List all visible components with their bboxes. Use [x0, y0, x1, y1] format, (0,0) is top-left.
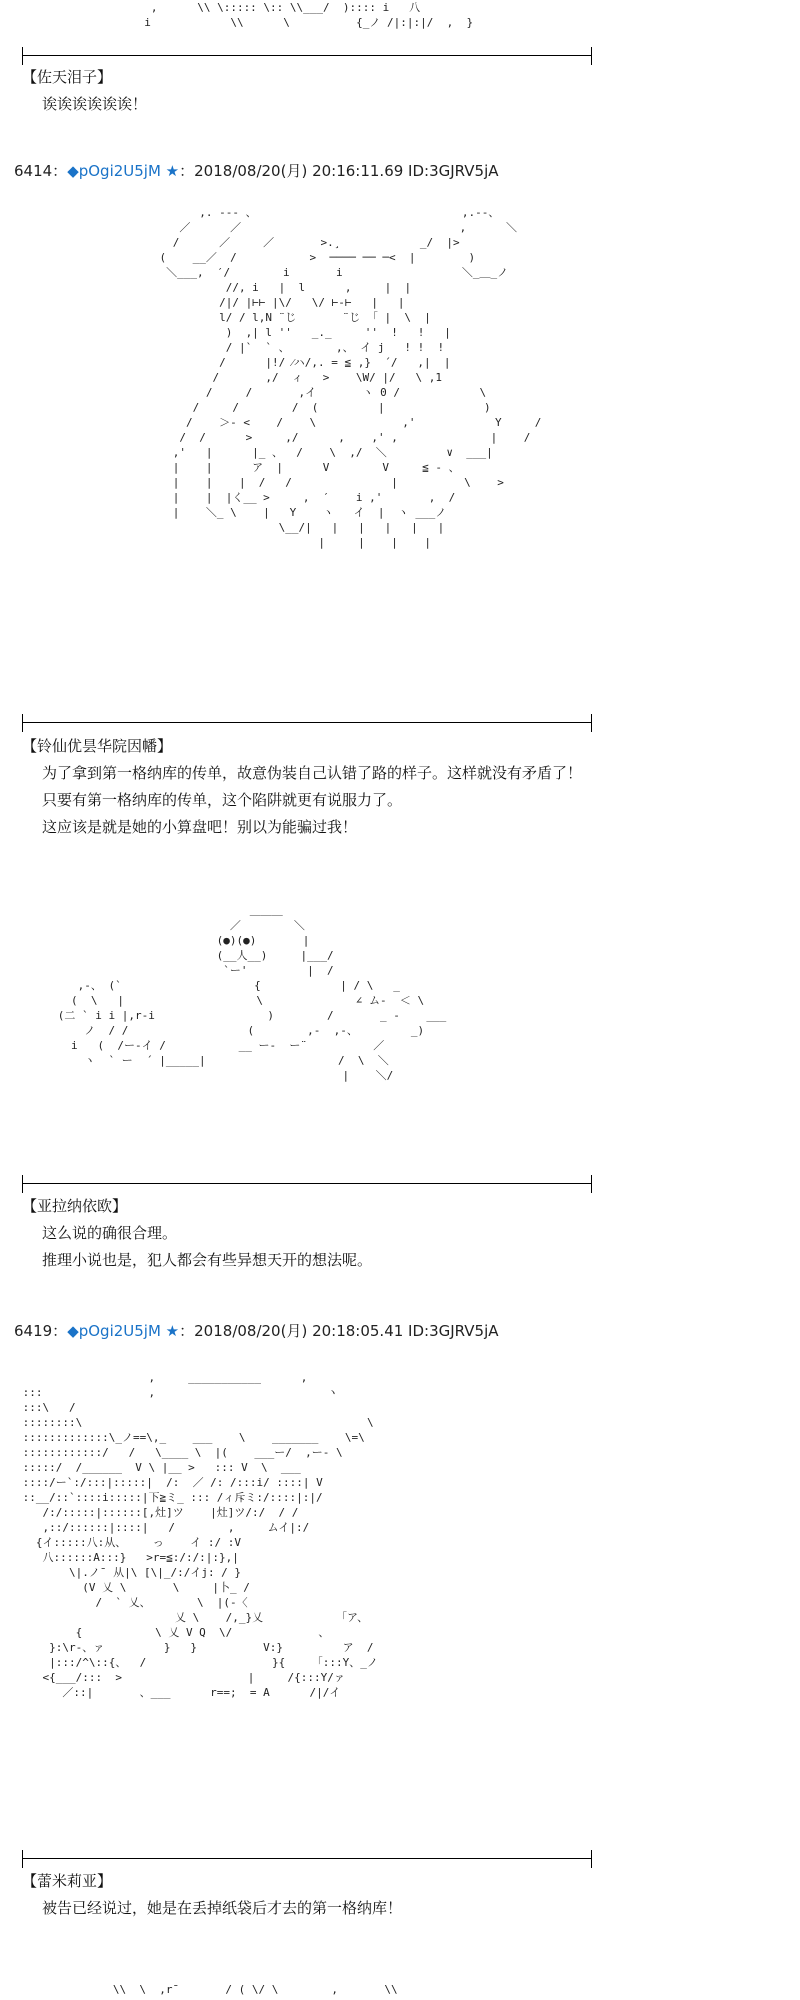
post-tripcode-link[interactable]: ◆pOgi2U5jM ★	[67, 162, 180, 180]
post-header	[14, 160, 499, 181]
separator-line	[22, 1858, 592, 1859]
separator-line	[22, 55, 592, 56]
speaker-name: 【蕾米莉亚】	[22, 1872, 113, 1890]
separator-line	[22, 1183, 592, 1184]
speaker-name: 【铃仙优昙华院因幡】	[22, 737, 173, 755]
post-tripcode-link[interactable]: ◆pOgi2U5jM ★	[67, 1322, 180, 1340]
post-header	[14, 1320, 499, 1341]
ascii-art-bottom: \\ \ ,r¯ / ( \/ \ , \\	[40, 1983, 398, 1996]
dialogue-line: 这应该是就是她的小算盘吧！别以为能骗过我！	[42, 818, 358, 836]
post-number: 6419：	[14, 1322, 68, 1340]
dialogue-line: 被告已经说过，她是在丢掉纸袋后才去的第一格纳库！	[42, 1899, 403, 1917]
post-meta: ：2018/08/20(月) 20:18:05.41 ID:3GJRV5jA	[179, 1322, 499, 1340]
post-number: 6414：	[14, 162, 68, 180]
separator-line	[22, 722, 592, 723]
ascii-art-remilia: , ___________ , ::: , ヽ :::\ / ::::::::\ \ :::::::::::::\_ノ==\,_ ___ \ _______ \=\ ::::::::::::/ / \____ \ |( ___ー/ ,ー‐ \ :::::/ /______ V \ |__ > ::: V \ ___ ::::/ー`:/:::|:::::| /: ／ /: /:::i/ ::::| V ::__/::`::::i:::::|下≧ミ_ ::: /ィ斥ミ:/::::|:|/ /:/:::::|::::::[,灶]ツ |灶]ツ/:/ / / ,::/::::::|::::| / , ムイ|:/ {イ:::::八:从、 っ イ :/ :V 八::::::A:::} >r=≦:/:/:|:},| \|.ノ¯ 从|\ [\|_/:/イj: / } (V 乂 \ \ |卜_ / / ` 乂、 \ |(-〈 乂 \ /,_}乂 「ア、 { \ 乂 V Q \/ 、 }:\r-、ァ } } V:} ア / |:::/^\::{、 / }{ 「:::Y、_ノ <{___/::: > | /{:::Y/ァ ／::| 、___ r==; = A /|/イ	[22, 1371, 378, 1699]
ascii-art-octopus: ＿＿＿ ／ ＼ (●)(●) | (__人__) |___/ `ー' | / ,-、 (` { | / \ _ ( \ | \ ∠ ム- ＜ \ (二 ` i i |,r-i ) / _ ‐ ___ ノ / / ( ,- ,-、 _) i ( /ー-イ / __ ー- ー¨ ／ ヽ ` ー ´ |_____| / \ ＼ | ＼/	[57, 904, 447, 1082]
dialogue-line: 为了拿到第一格纳库的传单，故意伪装自己认错了路的样子。这样就没有矛盾了！	[42, 764, 583, 782]
ascii-art-top: , \\ \::::: \:: \\___/ ):::: i 八 i \\ \ {_ノ /|:|:|/ , }	[144, 1, 474, 29]
ascii-art-rabbit-girl: ,. --- 、 ,.--、 ／ ／ , ＼ / ／ ／ >.¸ _/ |> ( __／ / > ──── ── ─< | ) ＼___, ′/ i i ＼_＿_ノ //, i | l , | | /|/ |⊢⊢ |\/ \/ ⊢-⊢ | | l/ / l,N ¨じ ¨じ 「 | \ | ) ,| l '' _._ '' ! ! | / |` ` 、 ,、 イ j ! ! ! / |!/ ⁄ハ/,. = ≦ ,} ´/ ,| | / ,/ ィ > \W/ |/ \ ,1 / / ,イ ヽ 0 / \ / / / ( | ) / ＞- < / \ ,' Y / / / > ,/ , ,' , | / ,' | |_ 、 / \ ,/ ＼ ∨ ___| | | ア | V V ≦ - 、 | | | / / | \ > | | |く__ > , ′ i ,' , / | ＼_ \ | Y ヽ イ | ヽ ___ノ \__/| | | | | | | | | |	[159, 206, 542, 549]
dialogue-line: 推理小说也是，犯人都会有些异想天开的想法呢。	[42, 1251, 373, 1269]
dialogue-line: 只要有第一格纳库的传单，这个陷阱就更有说服力了。	[42, 791, 403, 809]
dialogue-line: 诶诶诶诶诶诶！	[42, 95, 148, 113]
speaker-name: 【亚拉纳依欧】	[22, 1197, 128, 1215]
dialogue-line: 这么说的确很合理。	[42, 1224, 178, 1242]
post-meta: ：2018/08/20(月) 20:16:11.69 ID:3GJRV5jA	[179, 162, 499, 180]
speaker-name: 【佐天泪子】	[22, 68, 113, 86]
